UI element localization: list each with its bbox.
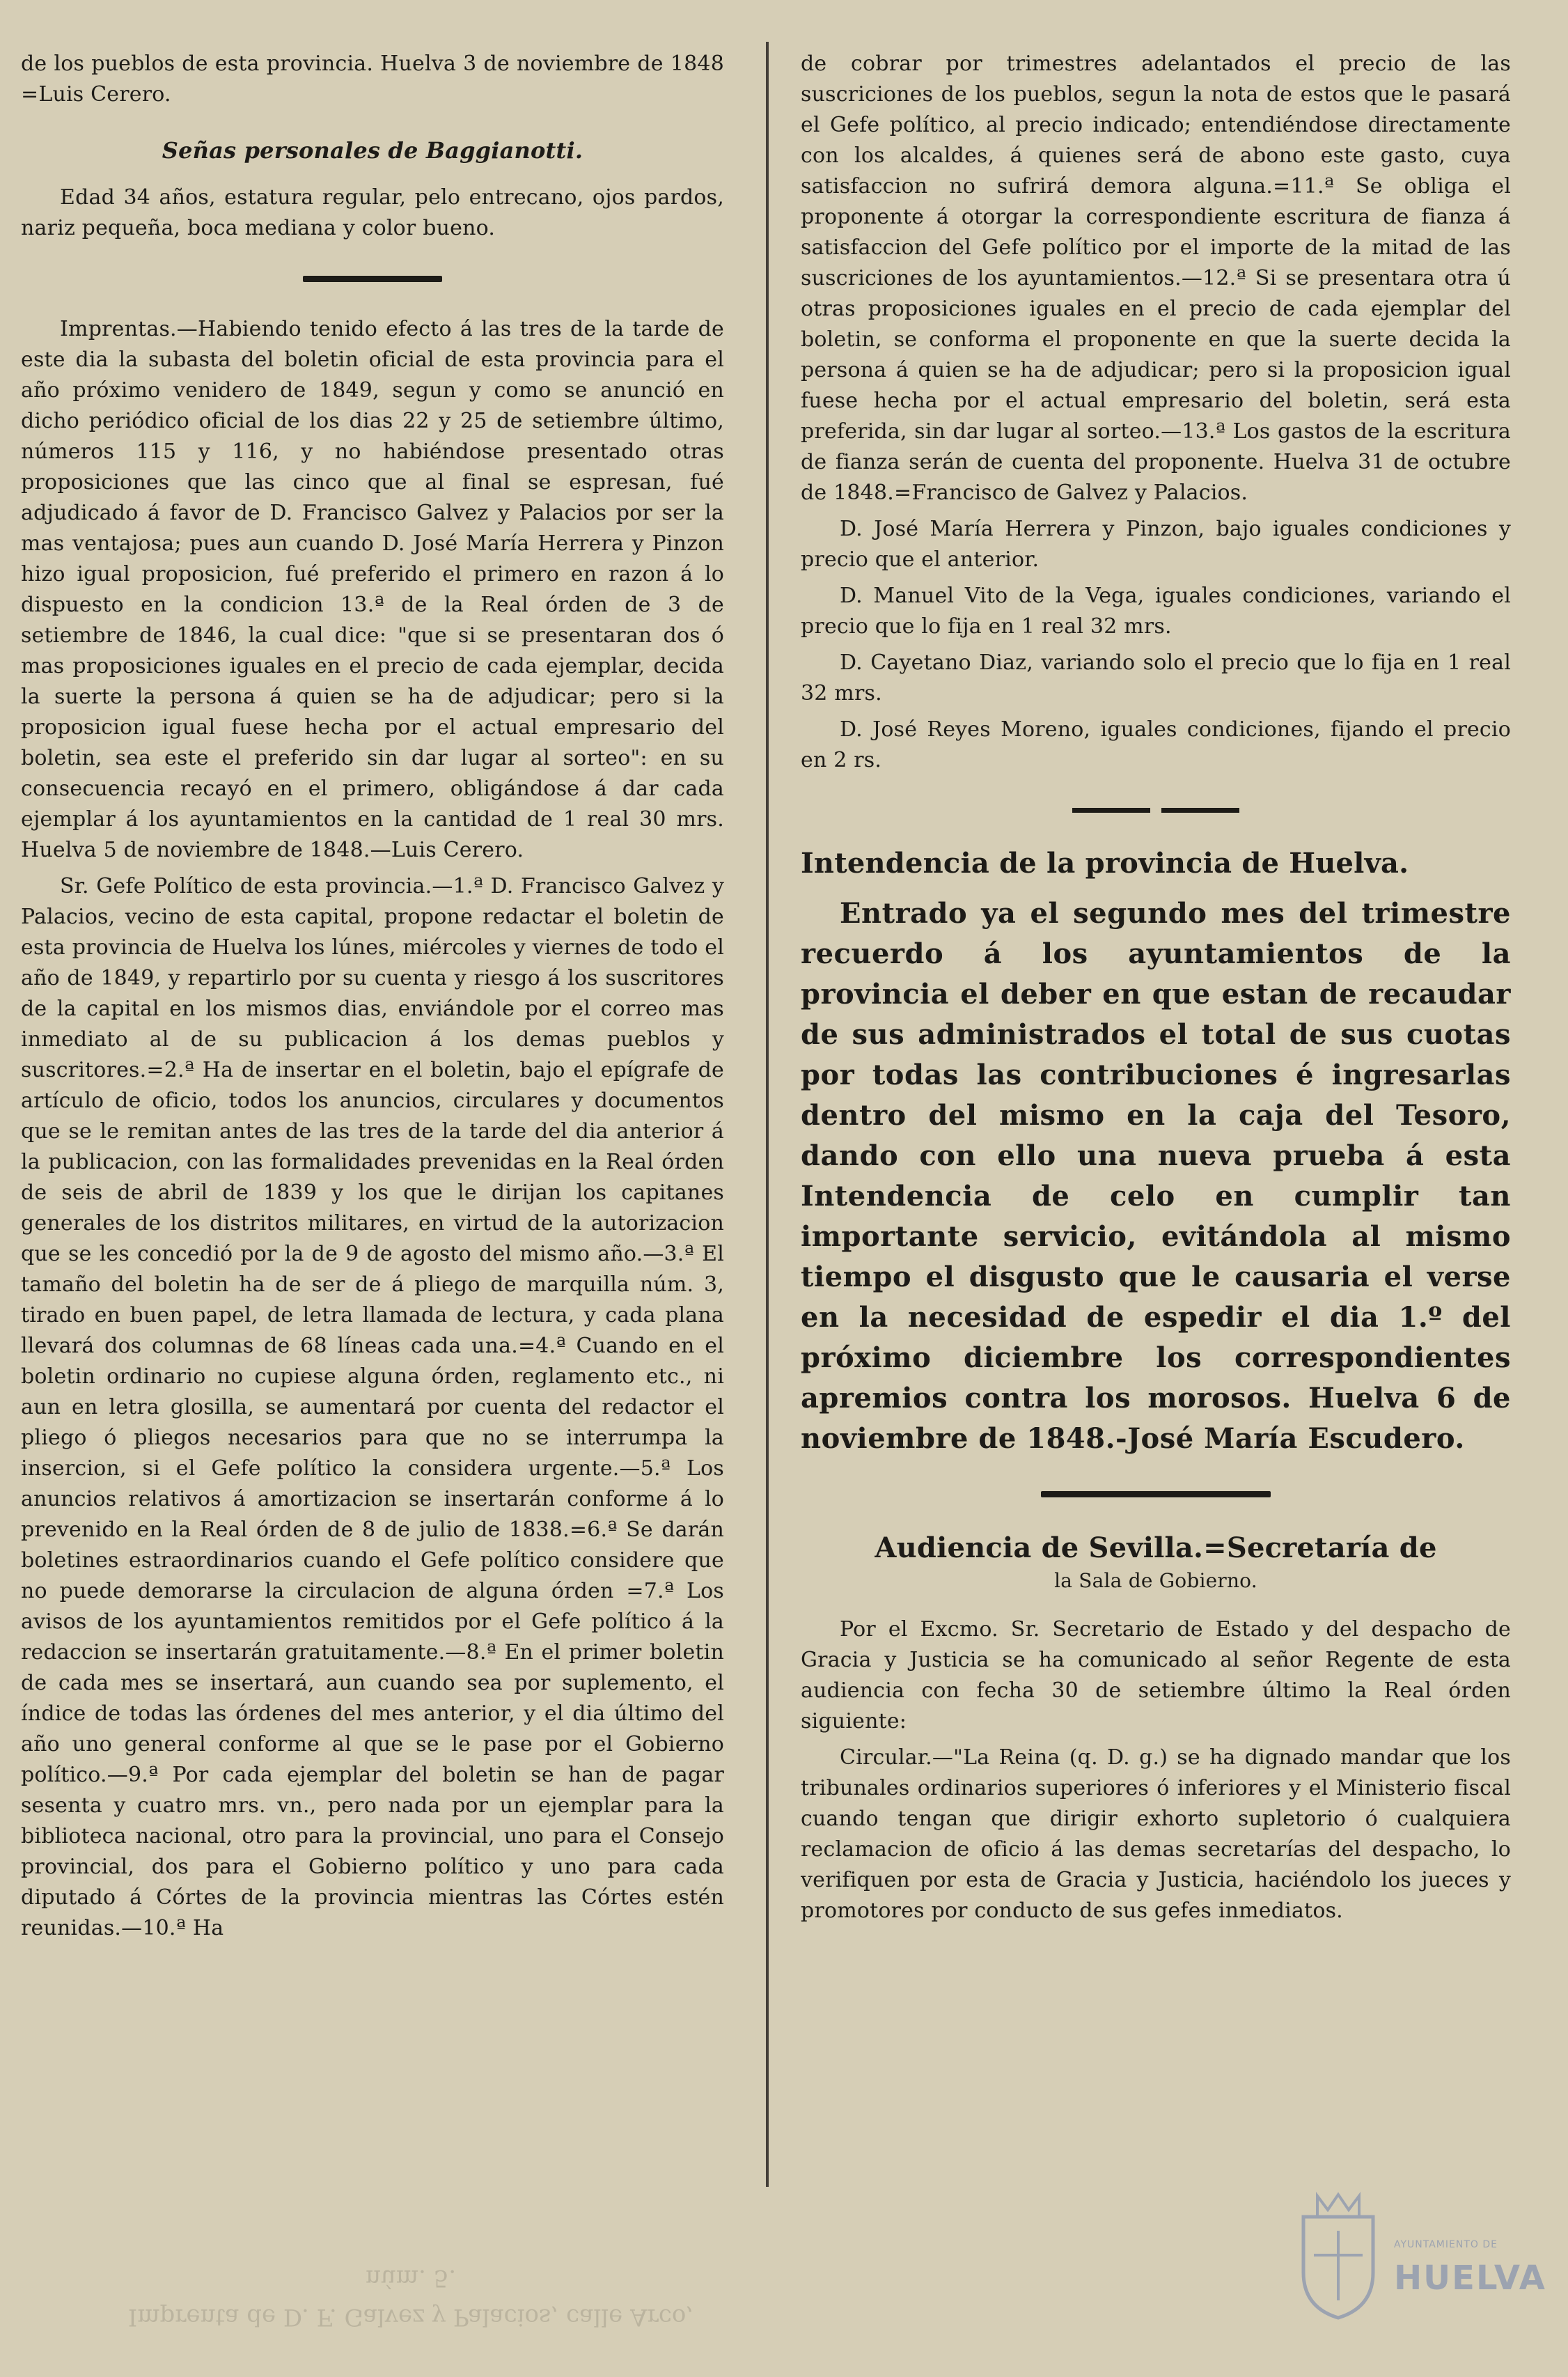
audiencia-subtitle: la Sala de Gobierno. [1054, 1569, 1257, 1592]
watermark-subtitle: AYUNTAMIENTO DE [1394, 2239, 1498, 2250]
reyes-paragraph: D. José Reyes Moreno, iguales condiciones, fijando el precio en 2 rs. [801, 717, 1511, 772]
section-rule [303, 276, 442, 282]
herrera-paragraph: D. José María Herrera y Pinzon, bajo iguales condiciones y precio que el anterior. [801, 517, 1511, 572]
continuation-paragraph: de cobrar por trimestres adelantados el precio de las suscriciones de los pueblos, segun la nota de estos que le pasará el Gefe político, al precio indicado; entendiéndose directamente con los alcaldes, á quienes será de abono este gasto, cuya satisfaccion no sufrirá demora alguna.=11.ª Se obliga el proponente á otorgar la correspondiente escritura de fianza á satisfaccion del Gefe político por el importe de la mitad de las suscriciones de los ayuntamientos.—12.ª Si se presentara otra ú otras proposiciones iguales en el precio de cada ejemplar del boletin, se conforma el proponente en que la suerte decida la persona á quien se ha de adjudicar; pero si la proposicion igual fuese hecha por el actual empresario del boletin, será esta preferida, sin dar lugar al sorteo.—13.ª Los gastos de la escritura de fianza serán de cuenta del proponente. Huelva 31 de octubre de 1848.=Francisco de Galvez y Palacios. [801, 52, 1511, 505]
right-column [801, 49, 1511, 2194]
senas-paragraph: Edad 34 años, estatura regular, pelo entrecano, ojos pardos, nariz pequeña, boca mediana y color bueno. [21, 185, 724, 240]
watermark-word: HUELVA [1394, 2259, 1546, 2298]
huelva-watermark-logo [1289, 2189, 1546, 2328]
intendencia-paragraph: Entrado ya el segundo mes del trimestre recuerdo á los ayuntamientos de la provincia el deber en que estan de recaudar de sus administrados el total de sus cuotas por todas las contribuciones é ingresarlas dentro del mismo en la caja del Tesoro, dando con ello una nueva prueba á esta Intendencia de celo en cumplir tan importante servicio, evitándola al mismo tiempo el disgusto que le causaria el verse en la necesidad de espedir el dia 1.º del próximo diciembre los correspondientes apremios contra los morosos. Huelva 6 de noviembre de 1848.-José María Escudero. [801, 897, 1511, 1455]
diaz-paragraph: D. Cayetano Diaz, variando solo el precio que lo fija en 1 real 32 mrs. [801, 650, 1511, 706]
senas-heading: Señas personales de Baggianotti. [162, 137, 583, 164]
audiencia-title: Audiencia de Sevilla.=Secretaría de [875, 1532, 1437, 1564]
proposal-paragraph: Sr. Gefe Político de esta provincia.—1.ª D. Francisco Galvez y Palacios, vecino de esta capital, propone redactar el boletin de esta provincia de Huelva los lúnes, miércoles y viernes de todo el año de 1849, y repartirlo por su cuenta y riesgo á los suscritores de la capital en los mismos dias, enviándole por el correo mas inmediato al de su publicacion á los demas pueblos y suscritores.=2.ª Ha de insertar en el boletin, bajo el epígrafe de artículo de oficio, todos los anuncios, circulares y documentos que se le remitan antes de las tres de la tarde del dia anterior á la publicacion, con las formalidades prevenidas en la Real órden de seis de abril de 1839 y los que le dirijan los capitanes generales de los distritos militares, en virtud de la autorizacion que se les concedió por la de 9 de agosto del mismo año.—3.ª El tamaño del boletin ha de ser de á pliego de marquilla núm. 3, tirado en buen papel, de letra llamada de lectura, y cada plana llevará dos columnas de 68 líneas cada una.=4.ª Cuando en el boletin ordinario no cupiese alguna órden, reglamento etc., ni aun en letra glosilla, se aumentará por cuenta del redactor el pliego ó pliegos necesarios para que no se interrumpa la insercion, si el Gefe político la considera urgente.—5.ª Los anuncios relativos á amortizacion se insertarán conforme á lo prevenido en la Real órden de 8 de julio de 1838.=6.ª Se darán boletines estraordinarios cuando el Gefe político considere que no puede demorarse la circulacion de alguna órden =7.ª Los avisos de los ayuntamientos remitidos por el Gefe político á la redaccion se insertarán gratuitamente.—8.ª En el primer boletin de cada mes se insertará, aun cuando sea por suplemento, el índice de todas las órdenes del mes anterior, y el dia último del año uno general conforme al que se le pase por el Gobierno político.—9.ª Por cada ejemplar del boletin se han de pagar sesenta y cuatro mrs. vn., pero nada por un ejemplar para la biblioteca nacional, otro para la provincial, uno para el Consejo provincial, dos para el Gobierno político y uno para cada diputado á Córtes de la provincia mientras las Córtes estén reunidas.—10.ª Ha [21, 874, 724, 1940]
audiencia-paragraph: Por el Excmo. Sr. Secretario de Estado y del despacho de Gracia y Justicia se ha comunicado al señor Regente de esta audiencia con fecha 30 de setiembre último la Real órden siguiente: [801, 1617, 1511, 1733]
imprentas-paragraph: Imprentas.—Habiendo tenido efecto á las tres de la tarde de este dia la subasta del boletin oficial de esta provincia para el año próximo venidero de 1849, segun y como se anunció en dicho periódico oficial de los dias 22 y 25 de setiembre último, números 115 y 116, y no habiéndose presentado otras proposiciones que las cinco que al final se espresan, fué adjudicado á favor de D. Francisco Galvez y Palacios por ser la mas ventajosa; pues aun cuando D. José María Herrera y Pinzon hizo igual proposicion, fué preferido el primero en razon á lo dispuesto en la condicion 13.ª de la Real órden de 3 de setiembre de 1846, la cual dice: "que si se presentaran dos ó mas proposiciones iguales en el precio de cada ejemplar, decida la suerte la persona á quien se ha de adjudicar; pero si la proposicion igual fuese hecha por el actual empresario del boletin, sea este el preferido sin dar lugar al sorteo": en su consecuencia recayó en el primero, obligándose á dar cada ejemplar á los ayuntamientos en la cantidad de 1 real 30 mrs. Huelva 5 de noviembre de 1848.—Luis Cerero. [21, 317, 724, 862]
intro-paragraph: de los pueblos de esta provincia. Huelva 3 de noviembre de 1848 =Luis Cerero. [21, 52, 724, 107]
circular-paragraph: Circular.—"La Reina (q. D. g.) se ha dignado mandar que los tribunales ordinarios superiores ó inferiores y el Ministerio fiscal cuando tengan que dirigir exhorto supletorio ó cualquiera reclamacion de oficio á las demas secretarías del despacho, lo verifiquen por esta de Gracia y Justicia, haciéndolo los jueces y promotores por conducto de sus gefes inmediatos. [801, 1745, 1511, 1923]
left-column [21, 49, 724, 2194]
column-divider [766, 42, 769, 2187]
intendencia-title: Intendencia de la provincia de Huelva. [801, 847, 1409, 880]
vito-paragraph: D. Manuel Vito de la Vega, iguales condiciones, variando el precio que lo fija en 1 real 32 mrs. [801, 584, 1511, 639]
coat-of-arms-icon [1289, 2189, 1387, 2321]
section-rule [1041, 1491, 1271, 1497]
double-rule [1072, 808, 1239, 813]
bleed-through-text: Imprenta de D. F. Galvez y Palacios, calle Arco, núm. 5. [127, 2264, 694, 2331]
